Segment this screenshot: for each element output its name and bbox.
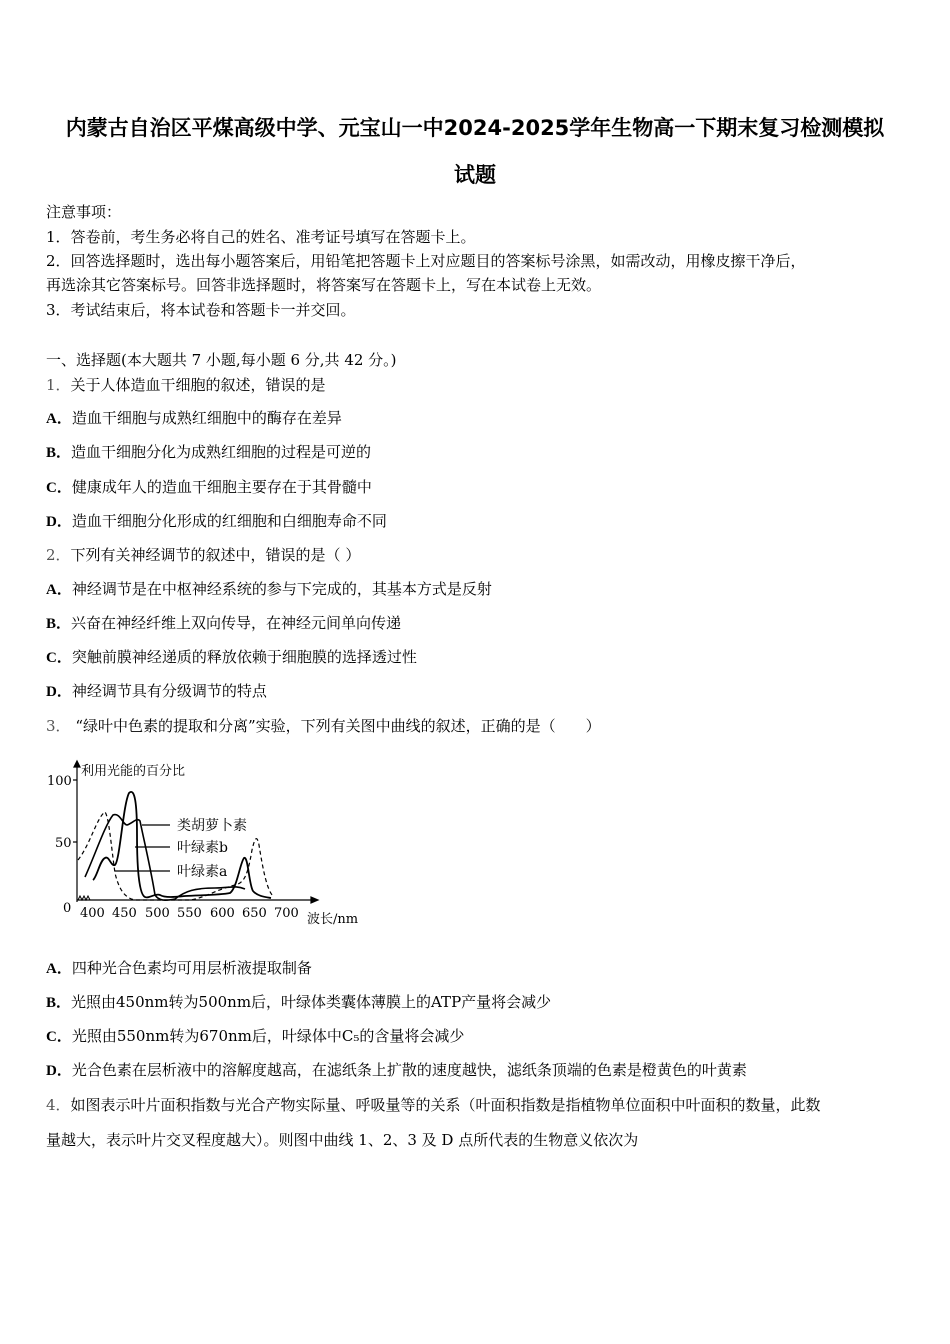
option-2a [46, 579, 492, 600]
question-text: 下列有关神经调节的叙述中，错误的是（ ） [70, 546, 361, 564]
x-tick-label: 650 [242, 906, 267, 921]
option-key: B． [46, 616, 72, 632]
question-number: 3． [46, 717, 71, 735]
option-text: 光照由550nm转为670nm后，叶绿体中C₅的含量将会减少 [71, 1027, 465, 1045]
option-key: A． [46, 961, 72, 977]
option-text: 造血干细胞分化为成熟红细胞的过程是可逆的 [71, 443, 372, 461]
option-key: B． [46, 445, 72, 461]
option-2d [46, 681, 267, 702]
question-1-stem [46, 375, 326, 395]
pigment-absorption-figure [45, 755, 375, 930]
option-text: 造血干细胞与成熟红细胞中的酶存在差异 [71, 409, 342, 427]
y-tick-label: 100 [47, 774, 72, 789]
option-text: 突触前膜神经递质的释放依赖于细胞膜的选择透过性 [71, 648, 417, 666]
option-3b [46, 992, 551, 1013]
option-1a [46, 408, 342, 429]
option-text: 神经调节具有分级调节的特点 [71, 682, 267, 700]
y-axis-label: 利用光能的百分比 [81, 764, 186, 779]
option-text: 光合色素在层析液中的溶解度越高，在滤纸条上扩散的速度越快，滤纸条顶端的色素是橙黄色的叶黄素 [71, 1061, 747, 1079]
question-4-stem [46, 1095, 821, 1115]
notice-item: 2．回答选择题时，选出每小题答案后，用铅笔把答题卡上对应题目的答案标号涂黑，如需改动，用橡皮擦干净后， [46, 252, 806, 270]
option-1d [46, 511, 387, 532]
y-tick-label: 0 [63, 901, 72, 916]
x-tick-label: 450 [112, 906, 137, 921]
option-2b [46, 613, 401, 634]
question-4-stem-cont: 量越大，表示叶片交叉程度越大）。则图中曲线 1、2、3 及 D 点所代表的生物意义依次为 [46, 1131, 639, 1149]
x-tick-label: 500 [145, 906, 170, 921]
option-text: 四种光合色素均可用层析液提取制备 [71, 959, 312, 977]
option-text: 神经调节是在中枢神经系统的参与下完成的，其基本方式是反射 [71, 580, 492, 598]
option-1b [46, 442, 371, 463]
option-text: 兴奋在神经纤维上双向传导，在神经元间单向传递 [71, 614, 402, 632]
question-text: “绿叶中色素的提取和分离”实验，下列有关图中曲线的叙述，正确的是（ ） [70, 717, 601, 735]
option-2c [46, 647, 417, 668]
option-key: A． [46, 411, 72, 427]
question-number: 4． [46, 1096, 71, 1114]
option-text: 造血干细胞分化形成的红细胞和白细胞寿命不同 [71, 512, 387, 530]
notice-item: 再选涂其它答案标号。回答非选择题时，将答案写在答题卡上，写在本试卷上无效。 [46, 276, 602, 294]
option-3c [46, 1026, 464, 1047]
option-key: B． [46, 995, 72, 1011]
y-tick-label: 50 [55, 836, 72, 851]
option-key: C． [46, 480, 72, 496]
x-tick-label: 700 [274, 906, 299, 921]
legend-chlorophyll-a: 叶绿素a [177, 864, 228, 880]
question-text: 如图表示叶片面积指数与光合产物实际量、呼吸量等的关系（叶面积指数是指植物单位面积中叶面积的数量，此数 [70, 1096, 821, 1114]
legend-chlorophyll-b: 叶绿素b [177, 840, 228, 856]
option-key: C． [46, 1029, 72, 1045]
question-text: 关于人体造血干细胞的叙述，错误的是 [70, 376, 326, 394]
option-key: D． [46, 1063, 72, 1079]
x-tick-label: 600 [210, 906, 235, 921]
x-tick-label: 400 [80, 906, 105, 921]
notice-heading: 注意事项： [46, 203, 122, 221]
x-tick-label: 550 [177, 906, 202, 921]
notice-item: 3．考试结束后，将本试卷和答题卡一并交回。 [46, 301, 356, 319]
option-key: A． [46, 582, 72, 598]
option-1c [46, 477, 372, 498]
notice-item: 1．答卷前，考生务必将自己的姓名、准考证号填写在答题卡上。 [46, 228, 476, 246]
x-axis-label: 波长/nm [307, 912, 359, 927]
y-axis-arrow [74, 761, 80, 767]
option-text: 光照由450nm转为500nm后，叶绿体类囊体薄膜上的ATP产量将会减少 [71, 993, 552, 1011]
question-3-stem [46, 716, 601, 736]
exam-title-line1: 内蒙古自治区平煤高级中学、元宝山一中2024-2025学年生物高一下期末复习检测模拟 [65, 116, 885, 140]
x-axis-arrow [311, 897, 318, 903]
option-3d [46, 1060, 747, 1081]
option-3a [46, 958, 312, 979]
option-key: D． [46, 684, 72, 700]
question-number: 1． [46, 376, 71, 394]
option-text: 健康成年人的造血干细胞主要存在于其骨髓中 [71, 478, 372, 496]
question-number: 2． [46, 546, 71, 564]
exam-title-line2: 试题 [454, 163, 496, 187]
option-key: C． [46, 650, 72, 666]
option-key: D． [46, 514, 72, 530]
question-2-stem [46, 545, 360, 565]
section-heading: 一、选择题(本大题共 7 小题,每小题 6 分,共 42 分。) [46, 351, 397, 369]
legend-carotenoid: 类胡萝卜素 [177, 818, 247, 834]
